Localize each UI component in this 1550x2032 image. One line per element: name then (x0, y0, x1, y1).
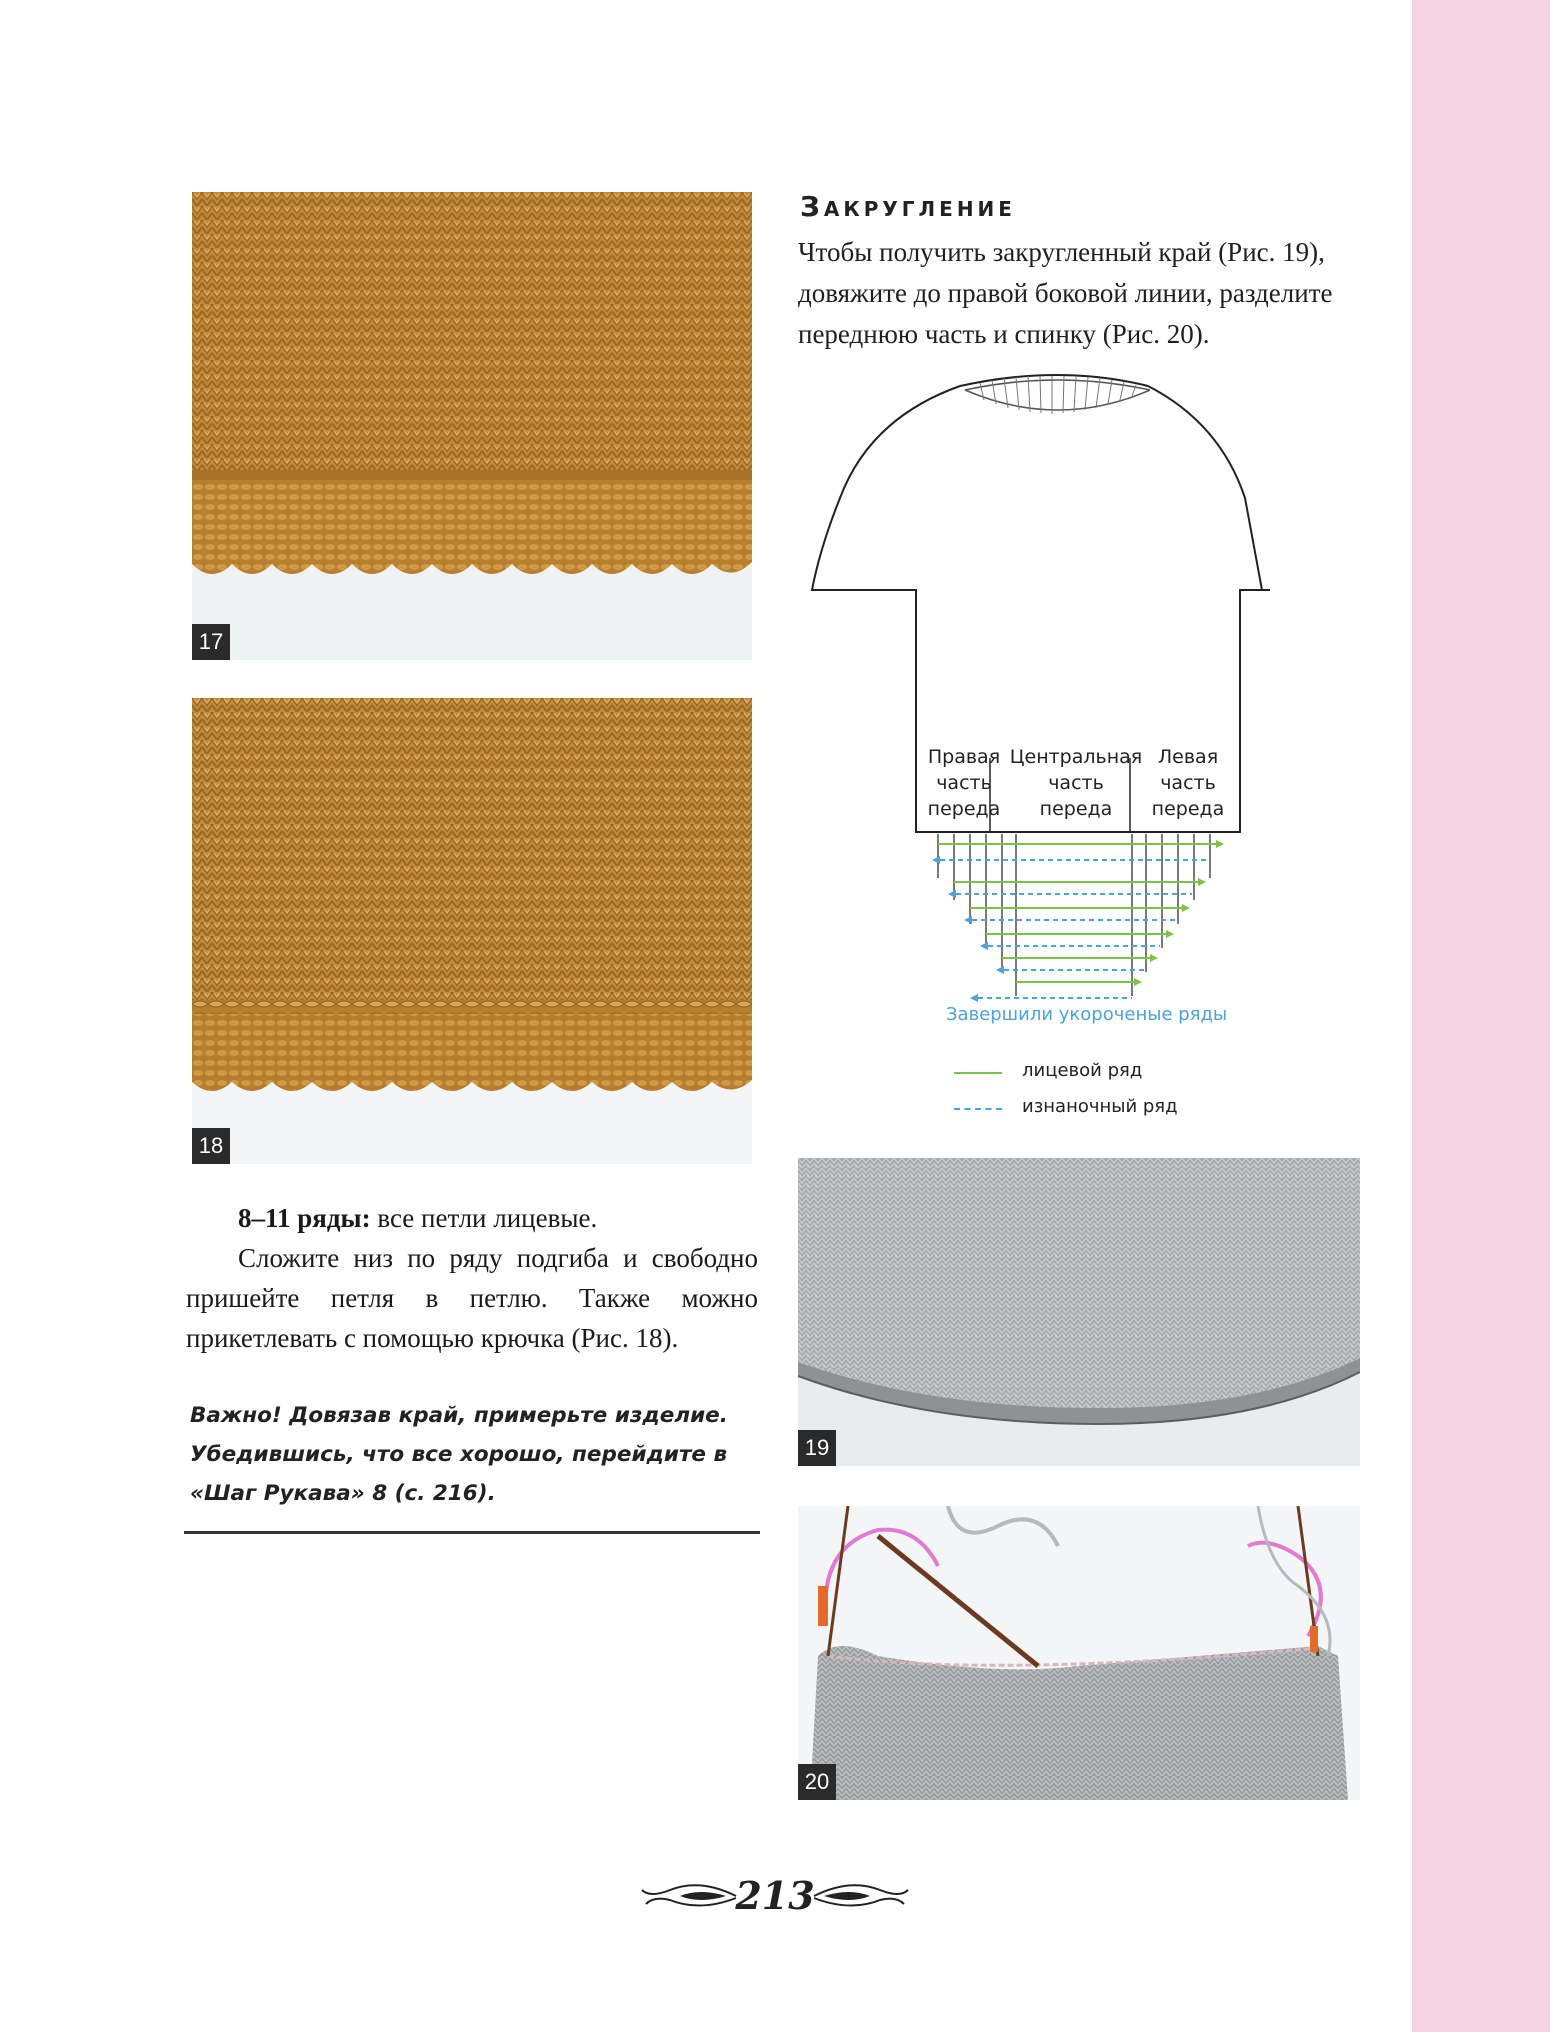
completed-rows-caption: Завершили укороченые ряды (946, 1004, 1228, 1025)
photo-fig-18 (192, 698, 752, 1164)
figure-number-badge: 18 (192, 1128, 230, 1164)
page-edge-strip (1412, 0, 1550, 2032)
grey-knit-image-19 (798, 1158, 1360, 1466)
knit-swatch-image-18 (192, 698, 752, 1164)
knit-line-swatch (954, 1072, 1002, 1074)
section-title: Закругление (800, 190, 1016, 223)
photo-fig-19 (798, 1158, 1360, 1466)
rows-paragraph-2: Сложите низ по ряду подгиба и свободно пришейте петля в петлю. Также можно прикетлевать с помощью крючка (Рис. 18). (186, 1243, 758, 1353)
knit-swatch-image-17 (192, 192, 752, 660)
legend-knit-label: лицевой ряд (1022, 1060, 1143, 1081)
label-left-front: Левая часть переда (1151, 746, 1225, 820)
label-right-front: Правая часть переда (927, 746, 1001, 820)
note-divider (184, 1531, 760, 1534)
page-number-block (640, 1868, 910, 1928)
photo-fig-17 (192, 192, 752, 660)
grey-knit-needles-image-20 (798, 1506, 1360, 1800)
purl-line-swatch (954, 1108, 1002, 1110)
photo-fig-20 (798, 1506, 1360, 1800)
short-rows-schematic (920, 830, 1240, 1010)
intro-paragraph: Чтобы получить закругленный край (Рис. 19), довяжите до правой боковой линии, разделите переднюю часть и спинку (Рис. 20). (798, 237, 1333, 349)
legend-item-purl (954, 1096, 1254, 1132)
figure-number-badge: 17 (192, 624, 230, 660)
page-number: 213 (735, 1873, 815, 1918)
label-center-front: Центральная часть переда (1009, 746, 1143, 820)
rows-label-rest: все петли лицевые. (370, 1203, 598, 1233)
rows-label: 8–11 ряды: (238, 1203, 371, 1233)
legend-purl-label: изнаночный ряд (1022, 1096, 1178, 1117)
rows-instructions (186, 1198, 758, 1358)
figure-number-badge: 19 (798, 1430, 836, 1466)
important-note: Важно! Довязав край, примерьте изделие. Убедившись, что все хорошо, перейдите в «Шаг Рукава» 8 (с. 216). (190, 1403, 728, 1506)
legend (954, 1060, 1254, 1132)
legend-item-knit (954, 1060, 1254, 1096)
rows-paragraph-1 (186, 1198, 758, 1238)
ornament-right-icon (810, 1868, 910, 1924)
figure-number-badge: 20 (798, 1764, 836, 1800)
